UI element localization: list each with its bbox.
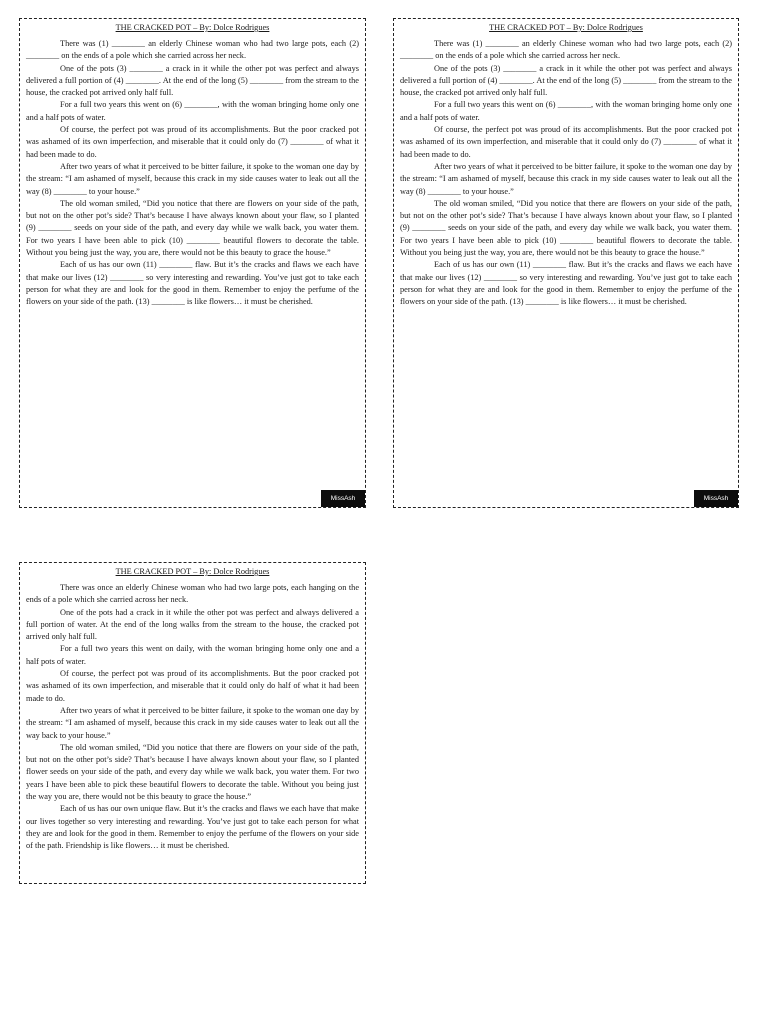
paragraph-6: The old woman smiled, “Did you notice that there are flowers on your side of the path, but not on the other pot’s side? That’s because I have always known about your flaw, so I planted (9) ________ seeds on your side of the path, and every day while we walk back, you water them. For two years I have been able to pick (10) ________ beautiful flowers to decorate the table. Without you being just the way, you are, there would not be this beauty to grace the house.” [26, 198, 359, 258]
paragraph-2: One of the pots (3) ________ a crack in it while the other pot was perfect and always delivered a full portion of (4) ________. At the end of the long (5) ________ from the stream to the house, the cracked pot arrived only half full. [400, 63, 732, 98]
paragraph-3: For a full two years this went on (6) ________, with the woman bringing home only one and a half pots of water. [400, 100, 732, 122]
paragraph-7: Each of us has our own (11) ________ flaw. But it’s the cracks and flaws we each have that make our lives (12) ________ so very interesting and rewarding. You’ve just got to take each person for what they are and look for the good in them. Remember to enjoy the perfume of the flowers on your side of the path. (13) ________ is like flowers… it must be cherished. [400, 260, 732, 307]
paragraph-6: The old woman smiled, “Did you notice that there are flowers on your side of the path, but not on the other pot’s side? That’s because I have always known about your flaw, so I planted (9) ________ seeds on your side of the path, and every day while we walk back, you water them. For two years I have been able to pick (10) ________ beautiful flowers to decorate the table. Without you being just the way, you are, there would not be this beauty to grace the house.” [400, 198, 732, 258]
paragraph-5: After two years of what it perceived to be bitter failure, it spoke to the woman one day by the stream: “I am ashamed of myself, because this crack in my side causes water to leak out all the way back to your house.” [26, 705, 359, 740]
paragraph-1: There was once an elderly Chinese woman who had two large pots, each hanging on the ends of a pole which she carried across her neck. [26, 583, 359, 605]
card-title: THE CRACKED POT – By: Dolce Rodrigues [115, 567, 270, 576]
answer-key-card [19, 562, 366, 884]
worksheet-card-1 [19, 18, 366, 508]
paragraph-7: Each of us has our own unique flaw. But it’s the cracks and flaws we each have that make our lives together so very interesting and rewarding. You’ve just got to take each person for what they are and look for the good in them. Remember to enjoy the perfume of the flowers on your side of the path. Friendship is like flowers… it must be cherished. [26, 804, 359, 851]
worksheet-card-2 [393, 18, 739, 508]
paragraph-4: Of course, the perfect pot was proud of its accomplishments. But the poor cracked pot was ashamed of its own imperfection, and miserable that it could only do half of what it had been made to do. [26, 669, 359, 703]
paragraph-5: After two years of what it perceived to be bitter failure, it spoke to the woman one day by the stream: “I am ashamed of myself, because this crack in my side causes water to leak out all the way (8) ________ to your house.” [400, 161, 732, 196]
paragraph-3: For a full two years this went on daily, with the woman bringing home only one and a half pots of water. [26, 644, 359, 666]
paragraph-7: Each of us has our own (11) ________ flaw. But it’s the cracks and flaws we each have that make our lives (12) ________ so very interesting and rewarding. You’ve just got to take each person for what they are and look for the good in them. Remember to enjoy the perfume of the flowers on your side of the path. (13) ________ is like flowers… it must be cherished. [26, 260, 359, 307]
paragraph-2: One of the pots (3) ________ a crack in it while the other pot was perfect and always delivered a full portion of (4) ________. At the end of the long (5) ________ from the stream to the house, the cracked pot arrived only half full. [26, 63, 359, 98]
paragraph-4: Of course, the perfect pot was proud of its accomplishments. But the poor cracked pot was ashamed of its own imperfection, and miserable that it could only do (7) ________ of what it had been made to do. [400, 125, 732, 159]
paragraph-3: For a full two years this went on (6) ________, with the woman bringing home only one and a half pots of water. [26, 100, 359, 122]
paragraph-6: The old woman smiled, “Did you notice that there are flowers on your side of the path, but not on the other pot’s side? That’s because I have always known about your flaw, so I planted flower seeds on your side of the path, and every day while we walk back, you water them. For two years I have been able to pick these beautiful flowers to decorate the table. Without you being just the way you are, there would not be this beauty to grace the house.” [26, 742, 359, 802]
paragraph-4: Of course, the perfect pot was proud of its accomplishments. But the poor cracked pot was ashamed of its own imperfection, and miserable that it could only do (7) ________ of what it had been made to do. [26, 125, 359, 159]
card-title: THE CRACKED POT – By: Dolce Rodrigues [115, 23, 270, 32]
paragraph-1: There was (1) ________ an elderly Chinese woman who had two large pots, each (2) ________ on the ends of a pole which she carried across her neck. [26, 39, 359, 61]
card-title: THE CRACKED POT – By: Dolce Rodrigues [489, 23, 643, 32]
paragraph-5: After two years of what it perceived to be bitter failure, it spoke to the woman one day by the stream: “I am ashamed of myself, because this crack in my side causes water to leak out all the way (8) ________ to your house.” [26, 161, 359, 196]
author-badge: MissAsh [321, 490, 365, 507]
author-badge: MissAsh [694, 490, 738, 507]
paragraph-1: There was (1) ________ an elderly Chinese woman who had two large pots, each (2) ________ on the ends of a pole which she carried across her neck. [400, 39, 732, 61]
paragraph-2: One of the pots had a crack in it while the other pot was perfect and always delivered a full portion of water. At the end of the long walks from the stream to the house, the cracked pot arrived only half full. [26, 607, 359, 642]
